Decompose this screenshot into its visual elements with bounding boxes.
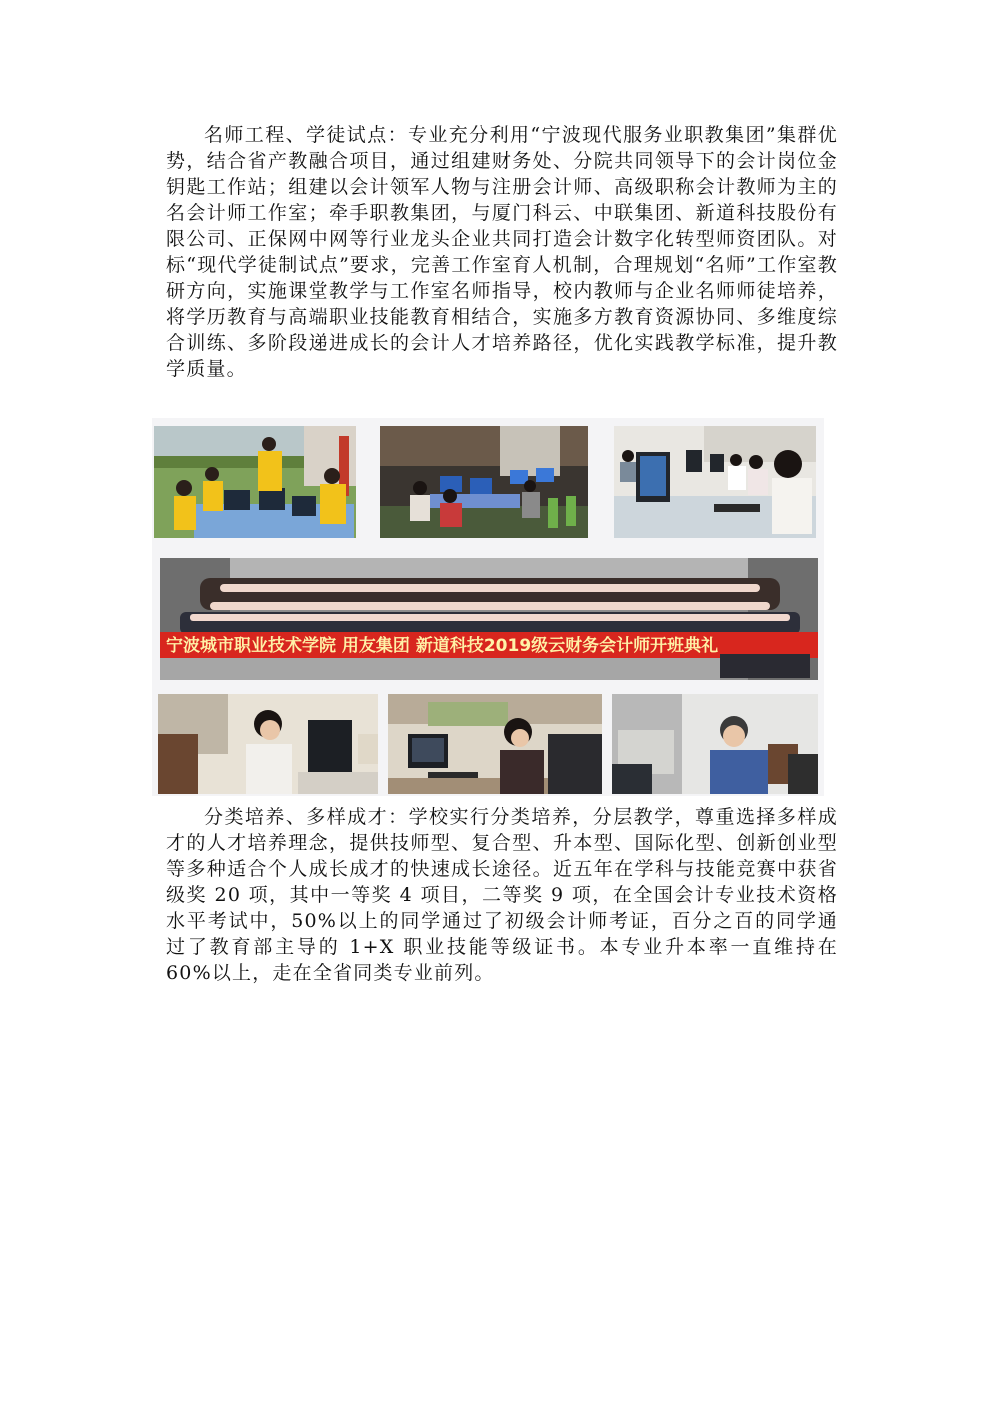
paragraph-categorized-training: 分类培养、多样成才：学校实行分类培养，分层教学，尊重选择多样成才的人才培养理念，提供技师型、复合型、升本型、国际化型、创新创业型等多种适合个人成长成才的快速成长途径。近五年在学科与技能竞赛中获省级奖 20 项，其中一等奖 4 项目，二等奖 9 项，在全国会计专业技术资格水平考试中，50%以上的同学通过了初级会计师考证，百分之百的同学通过了教育部主导的 1+X 职业技能等级证书。本专业升本率一直维持在 60%以上，走在全省同类专业前列。 [166,806,838,984]
paragraph-master-teacher-project: 名师工程、学徒试点：专业充分利用“宁波现代服务业职教集团”集群优势，结合省产教融合项目，通过组建财务处、分院共同领导下的会计岗位金钥匙工作站；组建以会计领军人物与注册会计师、高级职称会计教师为主的名会计师工作室；牵手职教集团，与厦门科云、中联集团、新道科技股份有限公司、正保网中网等行业龙头企业共同打造会计数字化转型师资团队。对标“现代学徒制试点”要求，完善工作室育人机制，合理规划“名师”工作室教研方向，实施课堂教学与工作室名师指导，校内教师与企业名师师徒培养， 将学历教育与高端职业技能教育相结合，实施多方教育资源协同、多维度综合训练、多阶段递进成长的会计人才培养路径，优化实践教学标准，提升教学质量。 [166,124,838,380]
photo-students-yellow-shirts [154,426,356,538]
photo-collage [152,418,824,796]
photo-teacher-office-2 [388,694,602,794]
photo-group-banner [160,558,818,680]
photo-teacher-office-3 [612,694,818,794]
banner-caption: 宁波城市职业技术学院 用友集团 新道科技2019级云财务会计师开班典礼 [166,636,719,656]
photo-computer-lab [380,426,588,538]
photo-teacher-office-1 [158,694,378,794]
photo-students-at-computers [614,426,816,538]
